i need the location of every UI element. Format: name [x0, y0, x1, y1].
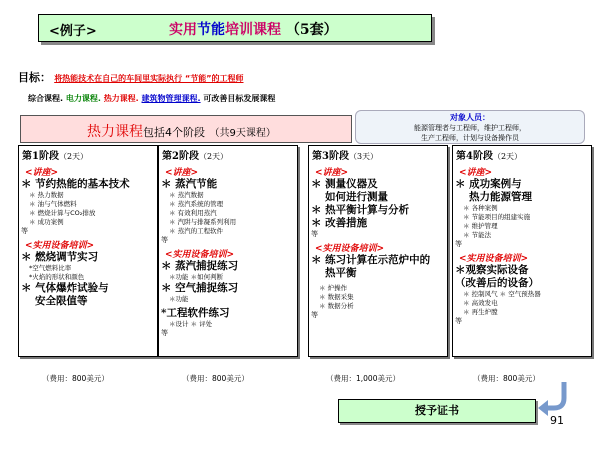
course-heat: 热力课程. — [103, 94, 139, 103]
training-label: <实用设备培训> — [165, 250, 235, 260]
training-label: <实用设备培训> — [25, 241, 95, 251]
lecture-label: <讲座> — [25, 168, 59, 178]
stage-2-fee: （费用：800美元） — [182, 374, 249, 383]
stage-title: 第4阶段（2天） — [456, 151, 523, 162]
stage-1: 第1阶段（2天） <讲座> ＊ 节约热能的基本技术 ＊ 热力数据 ＊ 油与气体燃料 ＊ 燃烧计算与CO₂排放 ＊ 成功案例 等 <实用设备培训> ＊ 燃烧调节实习 *空气燃料比率 *火焰的形状和颜色 ＊ 气体爆炸试验与 安全限值等 — [18, 145, 158, 357]
course-general: 综合课程. — [28, 94, 64, 103]
lecture-label: <讲座> — [315, 168, 349, 178]
stage-title: 第2阶段（2天） — [162, 151, 229, 162]
course-list — [28, 93, 275, 104]
return-arrow-icon — [536, 380, 572, 416]
audience-line1: 能源管理者与工程师，维护工程师， — [414, 124, 526, 132]
goal-line — [18, 69, 244, 85]
training-label: <实用设备培训> — [459, 254, 529, 264]
goal-text: 将热能技术在自己的车间里实际执行 “节能”的工程师 — [54, 74, 244, 83]
stage-2: 第2阶段（2天） <讲座> ＊ 蒸汽节能 ＊ 蒸汽数据 ＊ 蒸汽系统的管理 ＊ 有效利用蒸汽 ＊ 汽阱与排凝系列利用 ＊ 蒸汽的工程软件 等 <实用设备培训> ＊ 蒸汽捕捉练习 ＊功能 ＊如何判断 ＊ 空气捕捉练习 ＊功能 *工程软件练习 ＊设计 ＊ 评处 等 — [158, 145, 298, 357]
stage-title: 第1阶段（2天） — [22, 151, 89, 162]
stage-4-fee: （费用：800美元） — [473, 374, 540, 383]
page-title: 实用节能培训课程 （5套） — [169, 22, 338, 38]
audience-line2: 生产工程师，计划与设备操作员 — [421, 134, 519, 142]
course-building: 建筑物管理课程. — [141, 94, 201, 103]
stage-3: 第3阶段（3天） <讲座> ＊ 测量仪器及 如何进行测量 ＊ 热平衡计算与分析 ＊ 改善措施 等 <实用设备培训> ＊ 练习计算在示范炉中的 热平衡 ＊ 炉操作 ＊ 数据采集 ＊ 数据分析 等 — [308, 145, 448, 357]
course-suffix: 可改善目标发展课程 — [203, 94, 276, 103]
goal-label: 目标： — [18, 71, 51, 84]
audience-box — [355, 110, 585, 144]
training-label: <实用设备培训> — [315, 244, 385, 254]
example-label: <例子> — [49, 24, 97, 39]
stage-title: 第3阶段（3天） — [312, 151, 379, 162]
heat-course-banner — [20, 115, 352, 143]
course-electric: 电力课程. — [65, 94, 101, 103]
banner-text: 热力课程包括4个阶段 （共9天课程） — [87, 124, 276, 140]
stage-3-fee: （费用：1,000美元） — [326, 374, 400, 383]
lecture-label: <讲座> — [165, 168, 199, 178]
title-box — [38, 14, 432, 42]
page-number: 91 — [550, 414, 564, 427]
certificate-box: 授予证书 — [338, 399, 536, 423]
audience-title: 对象人员： — [450, 113, 490, 122]
stage-1-fee: （费用：800美元） — [42, 374, 109, 383]
lecture-label: <讲座> — [459, 168, 493, 178]
stage-4: 第4阶段（2天） <讲座> ＊ 成功案例与 热力能源管理 ＊ 各种案例 ＊ 节能项目的组建实施 ＊ 维护管理 ＊ 节能法 等 <实用设备培训> ＊观察实际设备 （改善后的设备） ＊ 控制风气 ＊ 空气预热器 ＊ 高效发电 ＊ 再生炉膛 等 — [452, 145, 592, 357]
